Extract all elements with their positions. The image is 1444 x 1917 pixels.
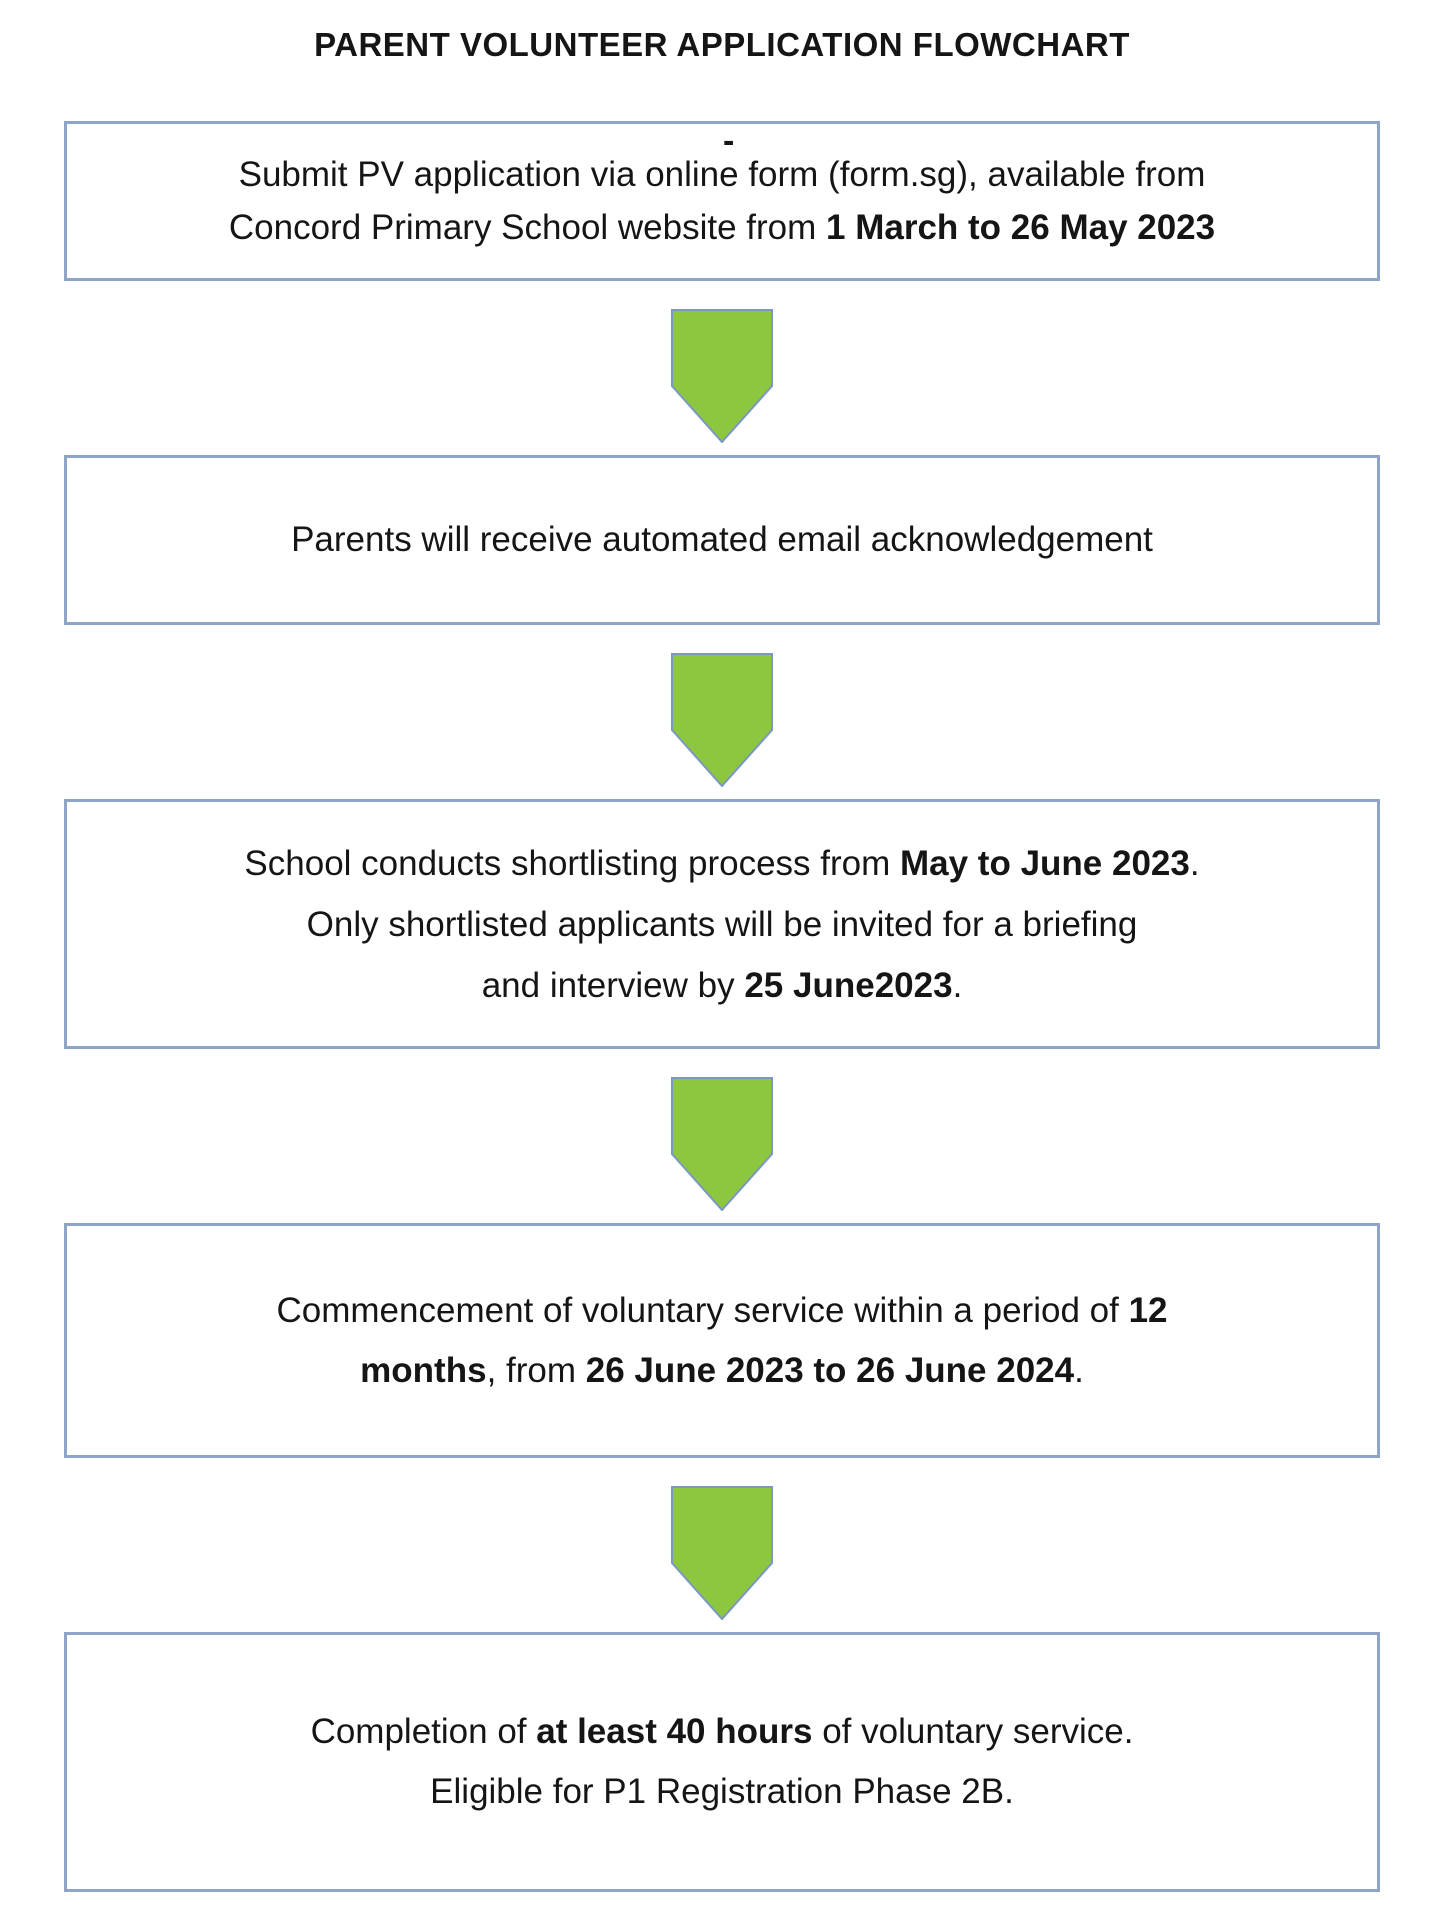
step-text-commencement-of-service: Commencement of voluntary service within a period of 12 months, from 26 June 2023 to 26 June 2024. bbox=[276, 1290, 1168, 1390]
flow-step-email-acknowledgement bbox=[64, 455, 1380, 625]
step-text-shortlisting-process: School conducts shortlisting process from May to June 2023. Only shortlisted applicants will be invited for a briefing and interview by 25 June2023. bbox=[244, 843, 1200, 1005]
step-text-completion-eligibility: Completion of at least 40 hours of voluntary service. Eligible for P1 Registration Phase 2B. bbox=[310, 1712, 1134, 1811]
flow-step-completion-eligibility bbox=[64, 1632, 1380, 1892]
down-arrow-icon bbox=[671, 309, 773, 443]
flow-step-submit-application bbox=[64, 121, 1380, 281]
down-arrow-icon bbox=[671, 653, 773, 787]
down-arrow-icon bbox=[671, 1486, 773, 1620]
page-title: PARENT VOLUNTEER APPLICATION FLOWCHART bbox=[314, 26, 1130, 63]
step-text-submit-application: Submit PV application via online form (form.sg), available from Concord Primary School website from 1 March to 26 May 2023 bbox=[228, 155, 1216, 247]
down-arrow-icon bbox=[671, 1077, 773, 1211]
flow-step-commencement-of-service bbox=[64, 1223, 1380, 1458]
flow-step-shortlisting-process bbox=[64, 799, 1380, 1049]
step-text-email-acknowledgement: Parents will receive automated email acknowledgement bbox=[291, 520, 1153, 559]
stray-dash-mark: - bbox=[723, 122, 735, 160]
